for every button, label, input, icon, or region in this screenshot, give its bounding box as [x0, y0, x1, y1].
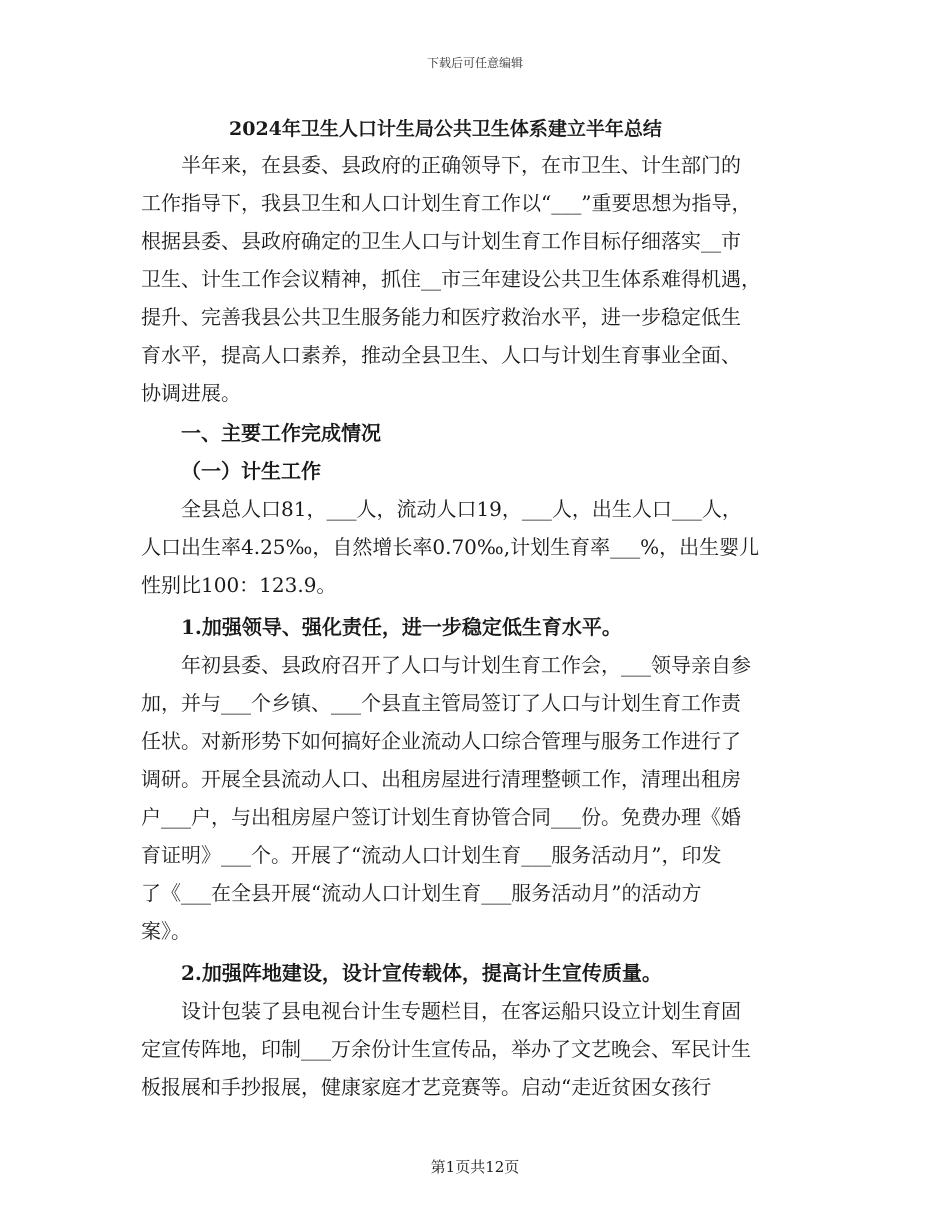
intro-paragraph [141, 146, 813, 412]
point1-line: 育证明》___个。开展了“流动人口计划生育___服务活动月”，印发 [141, 843, 722, 867]
subsection-heading: （一）计生工作 [181, 459, 321, 483]
stats-paragraph [141, 490, 813, 604]
document-title: 2024年卫生人口计生局公共卫生体系建立半年总结 [229, 118, 662, 140]
point2-line: 设计包装了县电视台计生专题栏目，在客运船只设立计划生育固 [181, 999, 741, 1023]
point1-line: 调研。开展全县流动人口、出租房屋进行清理整顿工作，清理出租房 [141, 767, 741, 791]
stats-line: 全县总人口81，___人，流动人口19，___人，出生人口___人， [181, 497, 742, 521]
intro-line: 卫生、计生工作会议精神，抓住__市三年建设公共卫生体系难得机遇， [141, 267, 761, 291]
point2-line: 定宣传阵地，印制___万余份计生宣传品，举办了文艺晚会、军民计生 [141, 1037, 751, 1061]
intro-line: 协调进展。 [141, 381, 241, 405]
intro-line: 半年来，在县委、县政府的正确领导下，在市卫生、计生部门的 [181, 153, 741, 177]
stats-line: 性别比100：123.9。 [141, 573, 337, 597]
section-heading: 一、主要工作完成情况 [181, 421, 381, 445]
point1-line: 户___户，与出租房屋户签订计划生育协管合同___份。免费办理《婚 [141, 805, 741, 829]
header-note: 下载后可任意编辑 [426, 56, 523, 70]
intro-line: 育水平，提高人口素养，推动全县卫生、人口与计划生育事业全面、 [141, 343, 741, 367]
point1-line: 年初县委、县政府召开了人口与计划生育工作会，___领导亲自参 [181, 653, 751, 677]
point2-line: 板报展和手抄报展，健康家庭才艺竞赛等。启动“走近贫困女孩行 [141, 1075, 712, 1099]
point1-paragraph [141, 646, 813, 950]
intro-line: 根据县委、县政府确定的卫生人口与计划生育工作目标仔细落实__市 [141, 229, 741, 253]
point1-line: 案》。 [141, 919, 191, 943]
intro-line: 工作指导下，我县卫生和人口计划生育工作以“___”重要思想为指导， [141, 191, 752, 215]
intro-line: 提升、完善我县公共卫生服务能力和医疗救治水平，进一步稳定低生 [141, 305, 741, 329]
point1-line: 任状。对新形势下如何搞好企业流动人口综合管理与服务工作进行了 [141, 729, 741, 753]
point-heading: 1.加强领导、强化责任，进一步稳定低生育水平。 [181, 615, 622, 639]
point1-line: 加，并与___个乡镇、___个县直主管局签订了人口与计划生育工作责 [141, 691, 741, 715]
page-footer: 第1页共12页 [430, 1158, 520, 1176]
point-heading: 2.加强阵地建设，设计宣传载体，提高计生宣传质量。 [181, 961, 662, 985]
document-body [141, 146, 813, 1106]
point2-paragraph [141, 992, 813, 1106]
point1-line: 了《___在全县开展“流动人口计划生育___服务活动月”的活动方 [141, 881, 702, 905]
stats-line: 人口出生率4.25‰，自然增长率0.70‰,计划生育率___%，出生婴儿 [141, 535, 760, 559]
